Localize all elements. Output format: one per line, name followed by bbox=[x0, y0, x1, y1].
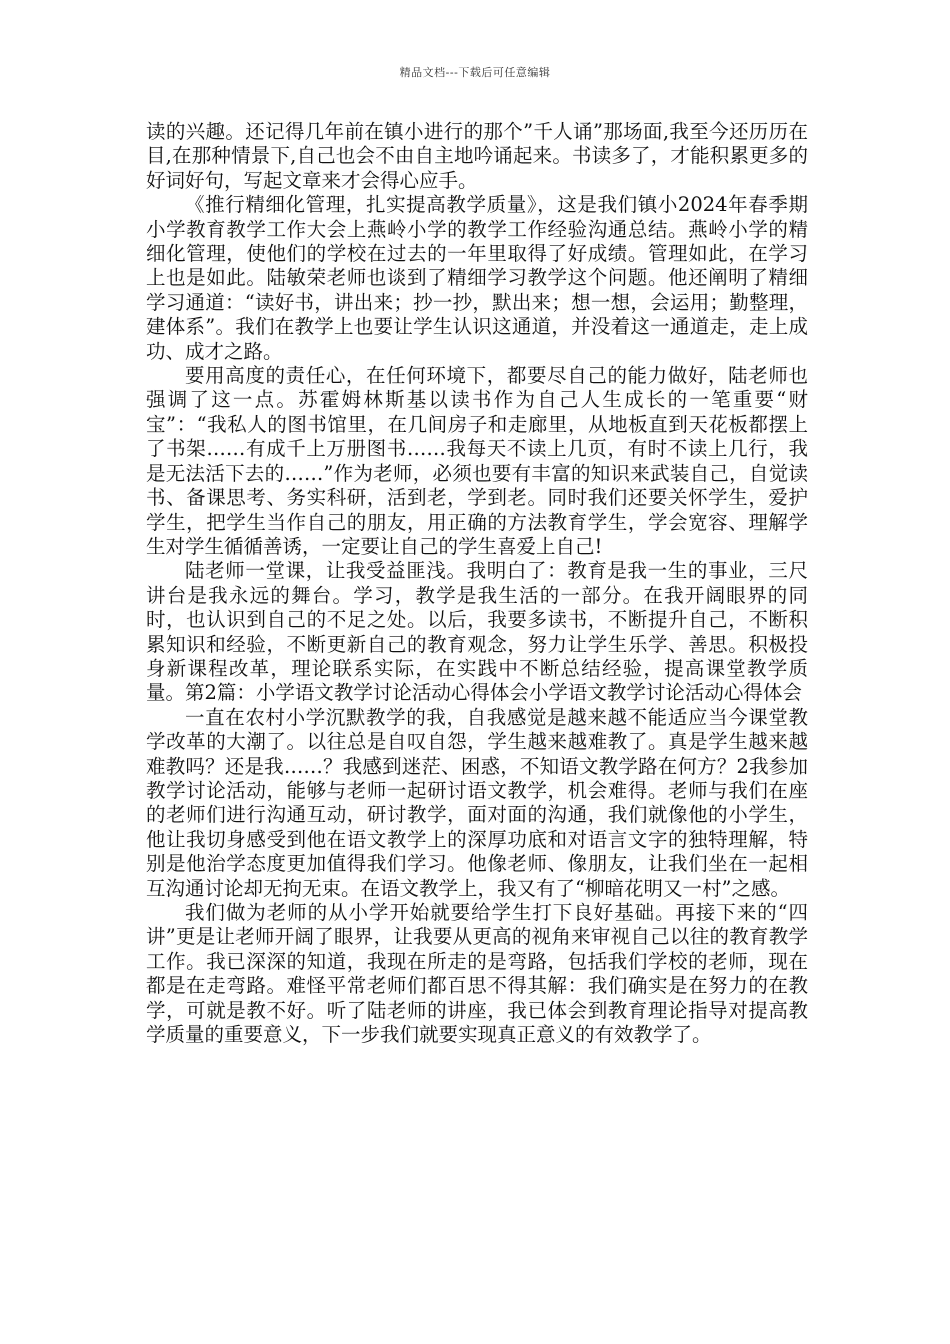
paragraph-3: 要用高度的责任心，在任何环境下，都要尽自己的能力做好，陆老师也强调了这一点。苏霍姆林斯基以读书作为自己人生成长的一笔重要“财宝”：“我私人的图书馆里，在几间房子和走廊里，从地板直到天花板都摆上了书架……有成千上万册图书……我每天不读上几页，有时不读上几行，我是无法活下去的……”作为老师，必须也要有丰富的知识来武装自己，自觉读书、备课思考、务实科研，活到老，学到老。同时我们还要关怀学生，爱护学生，把学生当作自己的朋友，用正确的方法教育学生，学会宽容、理解学生对学生循循善诱，一定要让自己的学生喜爱上自己! bbox=[146, 364, 808, 558]
paragraph-5: 一直在农村小学沉默教学的我，自我感觉是越来越不能适应当今课堂教学改革的大潮了。以往总是自叹自怨，学生越来越难教了。真是学生越来越难教吗？还是我……？我感到迷茫、困惑，不知语文教学路在何方？2我参加教学讨论活动，能够与老师一起研讨语文教学，机会难得。老师与我们在座的老师们进行沟通互动，研讨教学，面对面的沟通，我们就像他的小学生，他让我切身感受到他在语文教学上的深厚功底和对语言文字的独特理解，特别是他治学态度更加值得我们学习。他像老师、像朋友，让我们坐在一起相互沟通讨论却无拘无束。在语文教学上，我又有了“柳暗花明又一村”之感。 bbox=[146, 705, 808, 900]
paragraph-2: 《推行精细化管理，扎实提高教学质量》，这是我们镇小2024年春季期小学教育教学工作大会上燕岭小学的教学工作经验沟通总结。燕岭小学的精细化管理，使他们的学校在过去的一年里取得了好成绩。管理如此，在学习上也是如此。陆敏荣老师也谈到了精细学习教学这个问题。他还阐明了精细学习通道：“读好书，讲出来；抄一抄，默出来；想一想，会运用；勤整理，建体系”。我们在教学上也要让学生认识这通道，并没着这一通道走，走上成功、成才之路。 bbox=[146, 193, 808, 363]
paragraph-4: 陆老师一堂课，让我受益匪浅。我明白了：教育是我一生的事业，三尺讲台是我永远的舞台。学习，教学是我生活的一部分。在我开阔眼界的同时，也认识到自己的不足之处。以后，我要多读书，不断提升自己，不断积累知识和经验，不断更新自己的教育观念，努力让学生乐学、善思。积极投身新课程改革，理论联系实际，在实践中不断总结经验，提高课堂教学质量。第2篇：小学语文教学讨论活动心得体会小学语文教学讨论活动心得体会 bbox=[146, 559, 808, 705]
paragraph-6: 我们做为老师的从小学开始就要给学生打下良好基础。再接下来的“四讲”更是让老师开阔了眼界，让我要从更高的视角来审视自己以往的教育教学工作。我已深深的知道，我现在所走的是弯路，包括我们学校的老师，现在都是在走弯路。难怪平常老师们都百思不得其解：我们确实是在努力的在教学，可就是教不好。听了陆老师的讲座，我已体会到教育理论指导对提高教学质量的重要意义，下一步我们就要实现真正意义的有效教学了。 bbox=[146, 901, 808, 1047]
document-body bbox=[146, 120, 808, 1047]
page-header: 精品文档---下载后可任意编辑 bbox=[399, 66, 551, 79]
paragraph-1: 读的兴趣。还记得几年前在镇小进行的那个”千人诵”那场面,我至今还历历在目,在那种情景下,自己也会不由自主地吟诵起来。书读多了，才能积累更多的好词好句，写起文章来才会得心应手。 bbox=[146, 120, 808, 192]
